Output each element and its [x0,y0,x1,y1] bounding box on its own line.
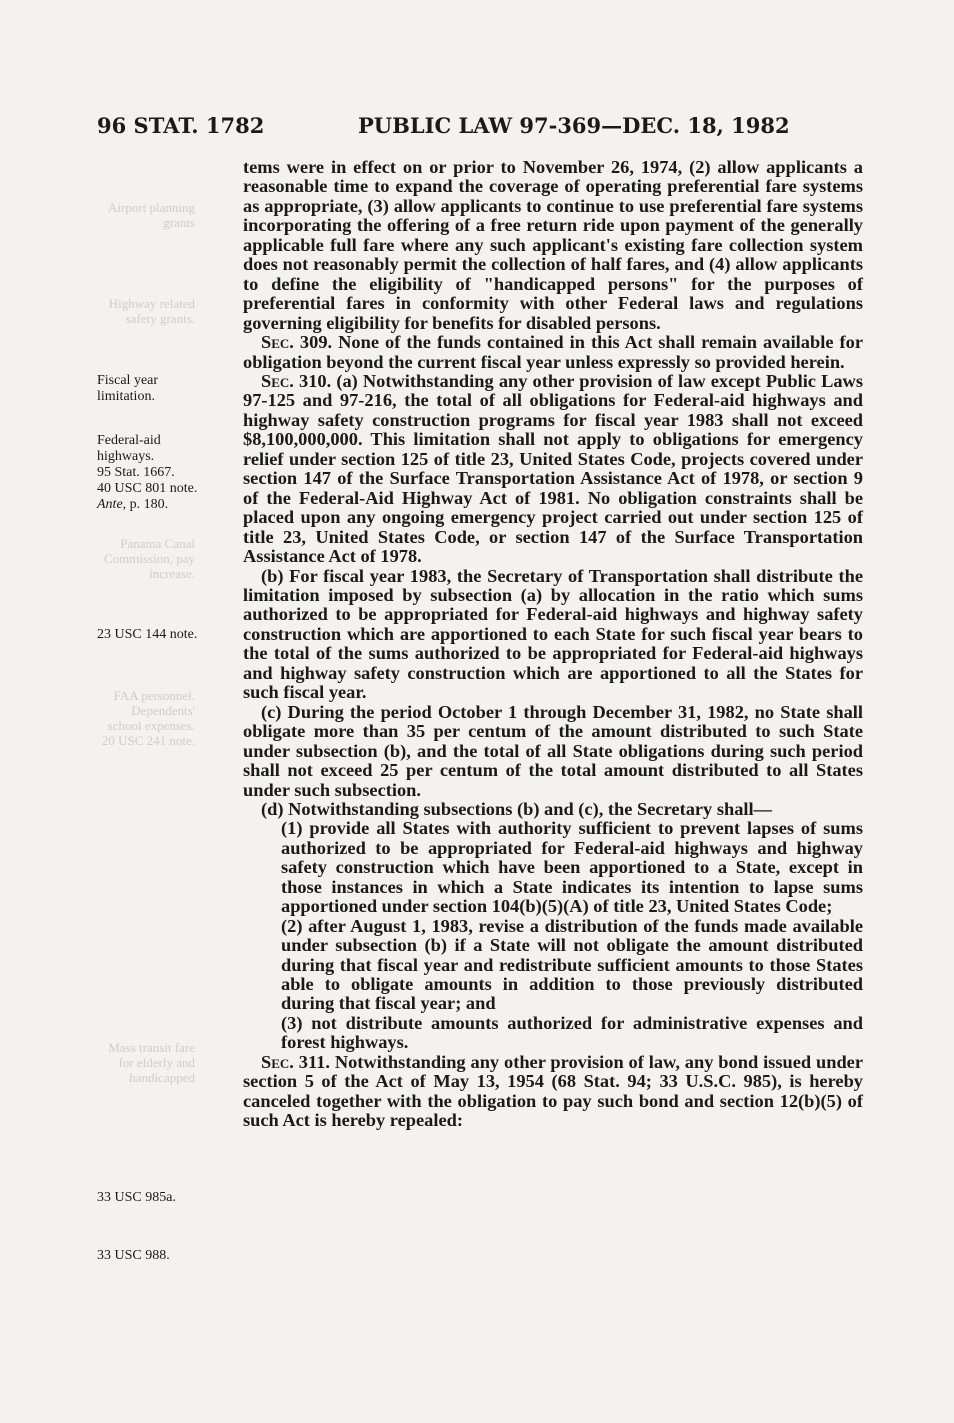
stat-reference: 96 STAT. 1782 [97,113,265,138]
bleed-through-note: Panama Canal Commission, pay increase. [103,536,195,581]
bleed-through-note: FAA personnel. Dependents' school expenses. 20 USC 241 note. [101,688,195,748]
margin-note-23usc144: 23 USC 144 note. [97,627,198,642]
bleed-through-note: Highway related safety grants. [108,296,195,326]
section-309: Sec. 309. None of the funds contained in this Act shall remain available for obligation beyond the current fiscal year unless expressly so provided herein. [243,332,863,372]
law-reference: PUBLIC LAW 97-369—DEC. 18, 1982 [358,113,790,138]
section-310-b: (b) For fiscal year 1983, the Secretary of Transportation shall distribute the limitation imposed by subsection (a) by allocation in the ratio which sums authorized to be appropriated for Federal-aid highways and highway safety construction which are apportioned to each State for such fiscal year bears to the total of the sums authorized to be appropriated for Federal-aid highways and highway safety construction which are apportioned to all the States for such fiscal year. [243,565,863,703]
section-310-d-1: (1) provide all States with authority sufficient to prevent lapses of sums authorized to be appropriated for Federal-aid highways and highway safety construction which have been apportioned to a State, except in those instances in which a State indicates its intention to lapse sums apportioned under section 104(b)(5)(A) of title 23, United States Code; [281,818,863,917]
section-310-c: (c) During the period October 1 through December 31, 1982, no State shall obligate more than 35 per centum of the amount distributed to such State under subsection (b), and the total of all State obligations during such period shall not exceed 25 per centum of the total amount distributed to all States under such subsection. [243,701,863,800]
margin-note-federal-aid: Federal-aid highways. 95 Stat. 1667. 40 USC 801 note. Ante, p. 180. [97,433,198,512]
section-310-d: (d) Notwithstanding subsections (b) and (c), the Secretary shall— [261,798,773,819]
law-text-body [243,158,863,1131]
margin-note-33usc985a: 33 USC 985a. [97,1190,176,1205]
page-header [97,113,867,143]
bleed-through-note: Mass transit fare for elderly and handicapped [108,1040,195,1085]
section-310-a: Sec. 310. (a) Notwithstanding any other provision of law except Public Laws 97-125 and 97-216, the total of all obligations for Federal-aid highways and highway safety construction programs for fiscal year 1983 shall not exceed $8,100,000,000. This limitation shall not apply to obligations for emergency relief under section 125 of title 23, United States Code, projects covered under section 147 of the Surface Transportation Assistance Act of 1978, or section 9 of the Federal-Aid Highway Act of 1981. No obligation constraints shall be placed upon any ongoing emergency project carried out under section 125 of title 23, United States Code, or section 147 of the Surface Transportation Assistance Act of 1978. [243,370,863,567]
bleed-through-note: Airport planning grants [107,200,195,230]
section-310-d-2: (2) after August 1, 1983, revise a distribution of the funds made available under subsection (b) if a State will not obligate the amount distributed during that fiscal year and redistribute sufficient amounts to those States able to obligate amounts in addition to those previously distributed during that fiscal year; and [281,915,863,1014]
section-311: Sec. 311. Notwithstanding any other provision of law, any bond issued under section 5 of the Act of May 13, 1954 (68 Stat. 94; 33 U.S.C. 985), is hereby canceled together with the obligation to pay such bond and section 12(b)(5) of such Act is hereby repealed: [243,1051,863,1131]
bleed-through-note [95,368,96,383]
margin-note-fiscal-year: Fiscal year limitation. [97,373,159,404]
section-310-d-3: (3) not distribute amounts authorized for administrative expenses and forest highways. [281,1012,863,1053]
paragraph-continuation: tems were in effect on or prior to November 26, 1974, (2) allow applicants a reasonable time to expand the coverage of operating preferential fare systems as appropriate, (3) allow applicants to continue to use preferential fare systems incorporating the offering of a free return ride upon payment of the generally applicable full fare where any such applicant's existing fare collection system does not reasonably permit the collection of half fares, and (4) allow applicants to define the eligibility of "handicapped persons" for the purposes of preferential fares in conformity with other Federal laws and regulations governing eligibility for benefits for disabled persons. [243,157,863,333]
margin-note-33usc988: 33 USC 988. [97,1248,170,1263]
